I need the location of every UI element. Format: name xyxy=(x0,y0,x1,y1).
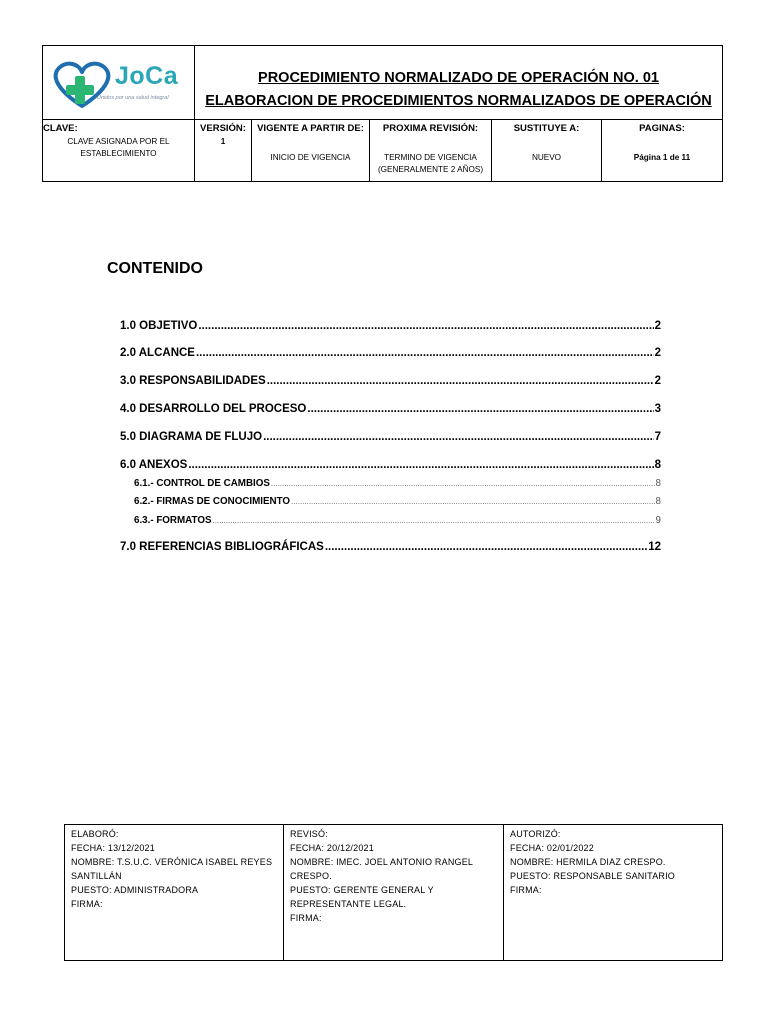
field-value: INICIO DE VIGENCIA xyxy=(270,153,351,162)
toc-entry-page: 8 xyxy=(655,496,661,507)
field-proxima-revision xyxy=(370,120,492,181)
elaboro-name-cont: SANTILLÁN xyxy=(71,871,122,881)
toc-entry-page: 9 xyxy=(655,515,661,526)
toc-subentry[interactable] xyxy=(120,478,661,489)
toc-entry-text: 6.0 ANEXOS xyxy=(120,459,188,471)
elaboro-name: NOMBRE: T.S.U.C. VERÓNICA ISABEL REYES xyxy=(71,857,273,867)
elaboro-position: PUESTO: ADMINISTRADORA xyxy=(71,885,199,895)
toc-entry[interactable] xyxy=(120,459,661,471)
field-version xyxy=(195,120,252,181)
heart-cross-icon xyxy=(47,54,117,114)
autorizo-position: PUESTO: RESPONSABLE SANITARIO xyxy=(510,871,676,881)
autorizo-signature: FIRMA: xyxy=(510,885,542,895)
toc-entry-page: 3 xyxy=(654,403,661,415)
elaboro-column xyxy=(65,825,284,960)
signature-table xyxy=(64,824,723,961)
elaboro-title: ELABORÓ: xyxy=(71,829,119,839)
logo xyxy=(43,46,195,120)
field-value: CLAVE ASIGNADA POR EL ESTABLECIMIENTO xyxy=(67,137,170,158)
toc-entry[interactable] xyxy=(120,403,661,415)
contents-heading: CONTENIDO xyxy=(107,260,203,277)
field-label: CLAVE: xyxy=(43,123,78,134)
reviso-title: REVISÓ: xyxy=(290,829,328,839)
elaboro-date: FECHA: 13/12/2021 xyxy=(71,843,155,853)
toc-entry-text: 1.0 OBJETIVO xyxy=(120,320,198,332)
toc-entry-text: 6.1.- CONTROL DE CAMBIOS xyxy=(134,478,270,489)
field-label: PROXIMA REVISIÓN: xyxy=(382,123,479,134)
toc-entry-page: 2 xyxy=(654,375,661,387)
toc-entry[interactable] xyxy=(120,347,661,359)
reviso-name-cont: CRESPO. xyxy=(290,871,332,881)
field-label: PAGINAS: xyxy=(639,123,685,134)
document-title xyxy=(195,46,722,120)
field-value: NUEVO xyxy=(531,153,562,162)
toc-entry[interactable] xyxy=(120,541,661,553)
logo-tagline: Unidos por una salud integral xyxy=(97,95,169,101)
autorizo-name: NOMBRE: HERMILA DIAZ CRESPO. xyxy=(510,857,666,867)
autorizo-title: AUTORIZÓ: xyxy=(510,829,561,839)
toc-entry[interactable] xyxy=(120,431,661,443)
toc-entry-page: 7 xyxy=(654,431,661,443)
header-fields-row xyxy=(43,120,722,181)
toc-subentry[interactable] xyxy=(120,496,661,507)
field-paginas xyxy=(602,120,722,181)
reviso-name: NOMBRE: IMEC. JOEL ANTONIO RANGEL xyxy=(290,857,474,867)
toc-entry-text: 2.0 ALCANCE xyxy=(120,347,195,359)
title-line-1: PROCEDIMIENTO NORMALIZADO DE OPERACIÓN NO. 01 xyxy=(258,70,659,86)
field-vigente xyxy=(252,120,370,181)
field-label: VIGENTE A PARTIR DE: xyxy=(257,123,364,134)
toc-entry-page: 2 xyxy=(654,347,661,359)
toc-entry-text: 7.0 REFERENCIAS BIBLIOGRÁFICAS xyxy=(120,541,324,553)
reviso-column xyxy=(284,825,504,960)
document-header xyxy=(42,45,723,182)
elaboro-signature: FIRMA: xyxy=(71,899,103,909)
toc-entry-page: 8 xyxy=(655,478,661,489)
autorizo-date: FECHA: 02/01/2022 xyxy=(510,843,594,853)
toc-entry-page: 8 xyxy=(654,459,661,471)
toc-entry[interactable] xyxy=(120,375,661,387)
autorizo-column xyxy=(504,825,722,960)
reviso-position: PUESTO: GERENTE GENERAL Y xyxy=(290,885,434,895)
toc-subentry[interactable] xyxy=(120,515,661,526)
toc-entry[interactable] xyxy=(120,320,661,332)
field-clave xyxy=(43,120,195,181)
reviso-signature: FIRMA: xyxy=(290,913,322,923)
toc-entry-text: 3.0 RESPONSABILIDADES xyxy=(120,375,266,387)
toc-entry-text: 6.3.- FORMATOS xyxy=(134,515,212,526)
toc-entry-text: 5.0 DIAGRAMA DE FLUJO xyxy=(120,431,263,443)
field-value: Página 1 de 11 xyxy=(633,153,691,162)
toc-entry-text: 4.0 DESARROLLO DEL PROCESO xyxy=(120,403,307,415)
field-value: TERMINO DE VIGENCIA (GENERALMENTE 2 AÑOS) xyxy=(377,153,484,174)
field-sustituye xyxy=(492,120,602,181)
field-label: VERSIÓN: xyxy=(200,123,246,134)
title-line-2: ELABORACION DE PROCEDIMIENTOS NORMALIZADOS DE OPERACIÓN xyxy=(205,93,712,109)
toc-entry-page: 2 xyxy=(654,320,661,332)
reviso-position-cont: REPRESENTANTE LEGAL. xyxy=(290,899,407,909)
reviso-date: FECHA: 20/12/2021 xyxy=(290,843,374,853)
toc-entry-text: 6.2.- FIRMAS DE CONOCIMIENTO xyxy=(134,496,291,507)
toc-entry-page: 12 xyxy=(648,541,661,553)
logo-text: JoCa xyxy=(115,62,179,90)
field-label: SUSTITUYE A: xyxy=(513,123,580,134)
field-value: 1 xyxy=(220,137,226,146)
